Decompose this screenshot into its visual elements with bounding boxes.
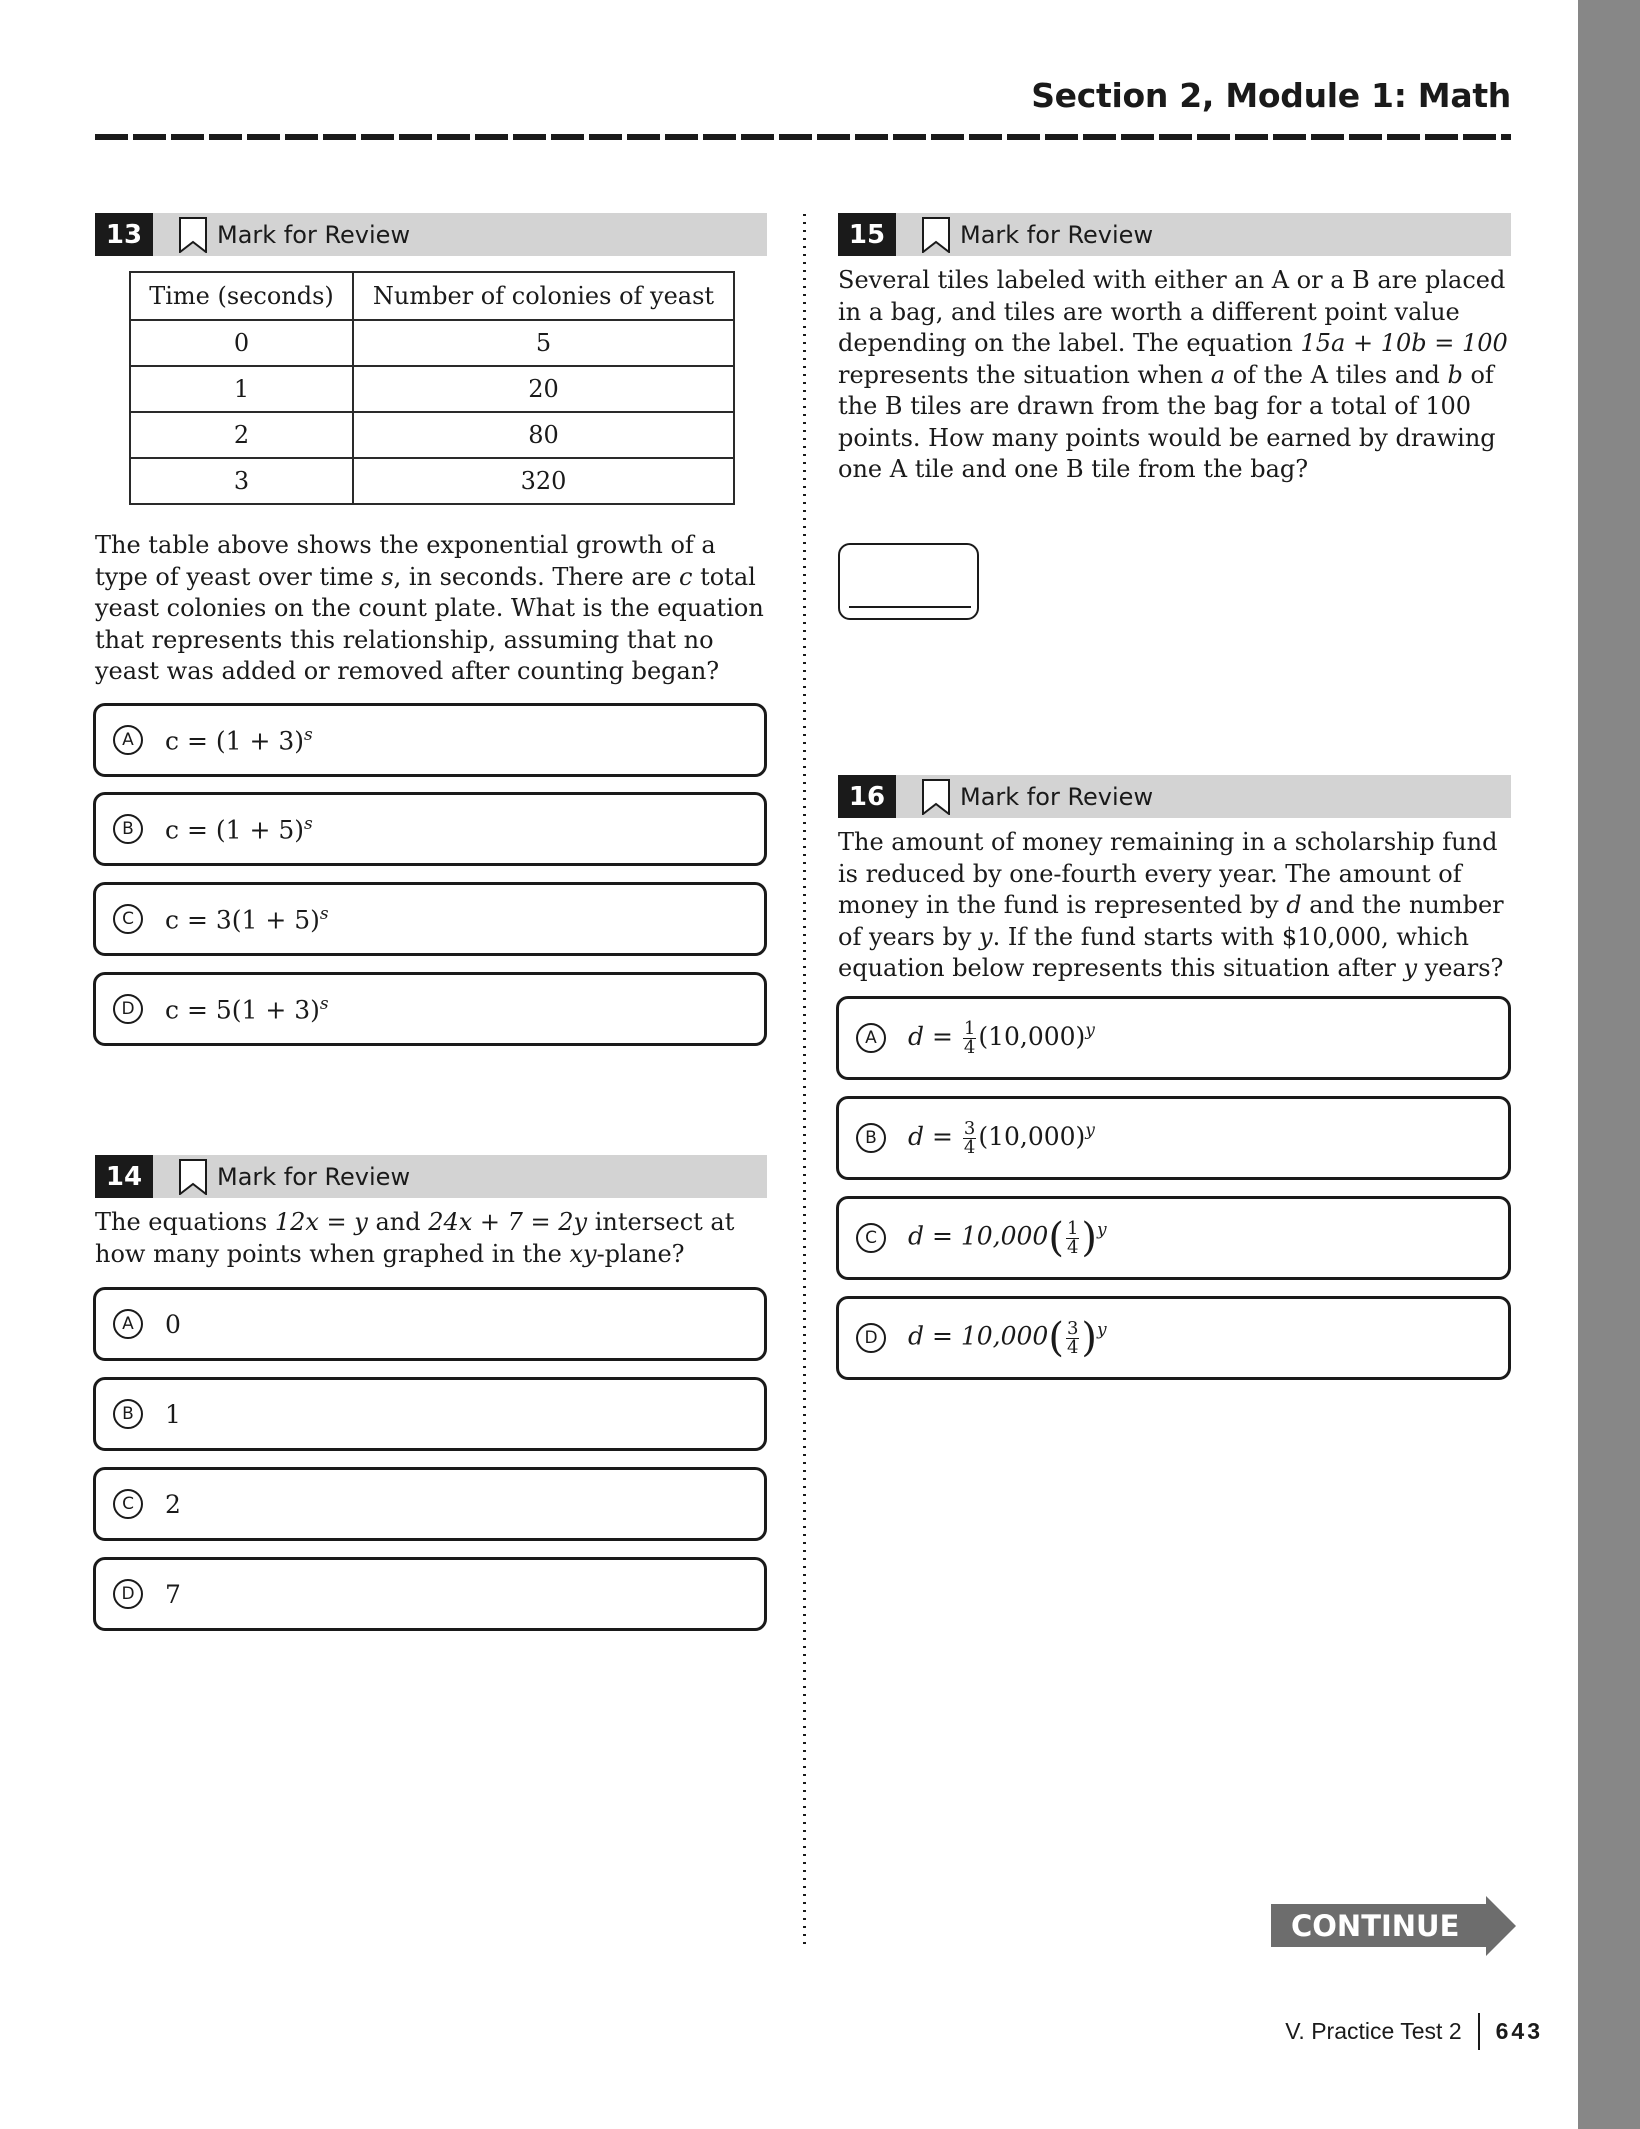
choice-text: d = 10,000( $\frac{1}{4}$ )$^y$	[908, 1215, 1107, 1261]
choice-letter: B	[113, 814, 143, 844]
q13-choice-b[interactable]	[93, 792, 767, 866]
table-cell: 3	[130, 458, 353, 504]
bookmark-icon[interactable]	[922, 217, 952, 253]
choice-text: $c = (1 + 3)^s$	[165, 724, 313, 756]
page-title: Section 2, Module 1: Math	[1031, 76, 1511, 115]
choice-text: d = $\frac{1}{4}$ $(10,000)^y$	[908, 1017, 1095, 1058]
choice-letter: A	[856, 1023, 886, 1053]
choice-letter: D	[856, 1323, 886, 1353]
table-cell: 0	[130, 320, 353, 366]
bookmark-icon[interactable]	[179, 217, 209, 253]
column-divider	[803, 214, 806, 1949]
q14-choice-a[interactable]	[93, 1287, 767, 1361]
footer-divider	[1478, 2013, 1480, 2050]
question-number: 15	[838, 213, 896, 256]
q15-header	[838, 213, 1511, 256]
answer-underline	[849, 606, 971, 608]
q16-choice-b[interactable]	[836, 1096, 1511, 1180]
question-number: 13	[95, 213, 153, 256]
mark-for-review-button[interactable]: Mark for Review	[217, 1162, 411, 1191]
yeast-table	[129, 271, 735, 505]
q13-question-text: The table above shows the exponential growth of a type of yeast over time s, in seconds. There are c total yeast colonies on the count plate. What is the equation that represents this relationship, assuming that no yeast was added or removed after counting began?	[95, 531, 764, 685]
choice-text: 2	[165, 1489, 181, 1519]
q16-header	[838, 775, 1511, 818]
q14-header	[95, 1155, 767, 1198]
page-number: 643	[1495, 2018, 1543, 2044]
mark-for-review-button[interactable]: Mark for Review	[960, 782, 1154, 811]
q13-choice-a[interactable]	[93, 703, 767, 777]
table-row	[130, 412, 734, 458]
table-cell: 320	[353, 458, 734, 504]
choice-letter: C	[113, 904, 143, 934]
bookmark-icon[interactable]	[922, 779, 952, 815]
q16-choice-d[interactable]	[836, 1296, 1511, 1380]
arrow-right-icon	[1486, 1896, 1516, 1956]
choice-letter: C	[856, 1223, 886, 1253]
table-cell: 80	[353, 412, 734, 458]
choice-letter: A	[113, 1309, 143, 1339]
dashed-rule	[95, 134, 1511, 140]
q16-question-text: The amount of money remaining in a scholarship fund is reduced by one-fourth every year. The amount of money in the fund is represented by d and the number of years by y. If the fund starts with $10,000, which equation below represents this situation after y years?	[838, 828, 1504, 982]
q13-choice-c[interactable]	[93, 882, 767, 956]
choice-letter: D	[113, 1579, 143, 1609]
q14-choice-c[interactable]	[93, 1467, 767, 1541]
choice-text: d = 10,000( $\frac{3}{4}$ )$^y$	[908, 1315, 1107, 1361]
footer-section: V. Practice Test 2	[1285, 2018, 1462, 2044]
table-cell: 5	[353, 320, 734, 366]
answer-entry-box[interactable]	[838, 543, 979, 620]
question-number: 16	[838, 775, 896, 818]
continue-label: CONTINUE	[1271, 1904, 1486, 1947]
q13-header	[95, 213, 767, 256]
q16-choice-c[interactable]	[836, 1196, 1511, 1280]
table-header: Number of colonies of yeast	[353, 272, 734, 320]
table-row	[130, 366, 734, 412]
choice-text: d = $\frac{3}{4}$ $(10,000)^y$	[908, 1117, 1095, 1158]
choice-letter: B	[113, 1399, 143, 1429]
continue-button[interactable]	[1271, 1895, 1516, 1956]
q14-question-text: The equations 12x = y and 24x + 7 = 2y intersect at how many points when graphed in the xy-plane?	[95, 1208, 735, 1268]
mark-for-review-button[interactable]: Mark for Review	[217, 220, 411, 249]
mark-for-review-button[interactable]: Mark for Review	[960, 220, 1154, 249]
choice-text: $c = (1 + 5)^s$	[165, 813, 313, 845]
table-cell: 20	[353, 366, 734, 412]
choice-text: $c = 3(1 + 5)^s$	[165, 903, 329, 935]
q14-choice-b[interactable]	[93, 1377, 767, 1451]
choice-text: 7	[165, 1579, 181, 1609]
choice-text: 1	[165, 1399, 181, 1429]
q15-question-text: Several tiles labeled with either an A or a B are placed in a bag, and tiles are worth a different point value depending on the label. The equation 15a + 10b = 100 represents the situation when a of the A tiles and b of the B tiles are drawn from the bag for a total of 100 points. How many points would be earned by drawing one A tile and one B tile from the bag?	[838, 266, 1508, 483]
table-cell: 2	[130, 412, 353, 458]
q13-choice-d[interactable]	[93, 972, 767, 1046]
table-row	[130, 320, 734, 366]
choice-letter: D	[113, 994, 143, 1024]
question-number: 14	[95, 1155, 153, 1198]
choice-letter: B	[856, 1123, 886, 1153]
q16-choice-a[interactable]	[836, 996, 1511, 1080]
table-row	[130, 458, 734, 504]
q14-choice-d[interactable]	[93, 1557, 767, 1631]
page-footer	[1285, 2013, 1543, 2050]
choice-letter: A	[113, 725, 143, 755]
bookmark-icon[interactable]	[179, 1159, 209, 1195]
choice-letter: C	[113, 1489, 143, 1519]
choice-text: $c = 5(1 + 3)^s$	[165, 993, 329, 1025]
page-edge-tab	[1578, 0, 1640, 2129]
choice-text: 0	[165, 1309, 181, 1339]
table-header: Time (seconds)	[130, 272, 353, 320]
table-cell: 1	[130, 366, 353, 412]
